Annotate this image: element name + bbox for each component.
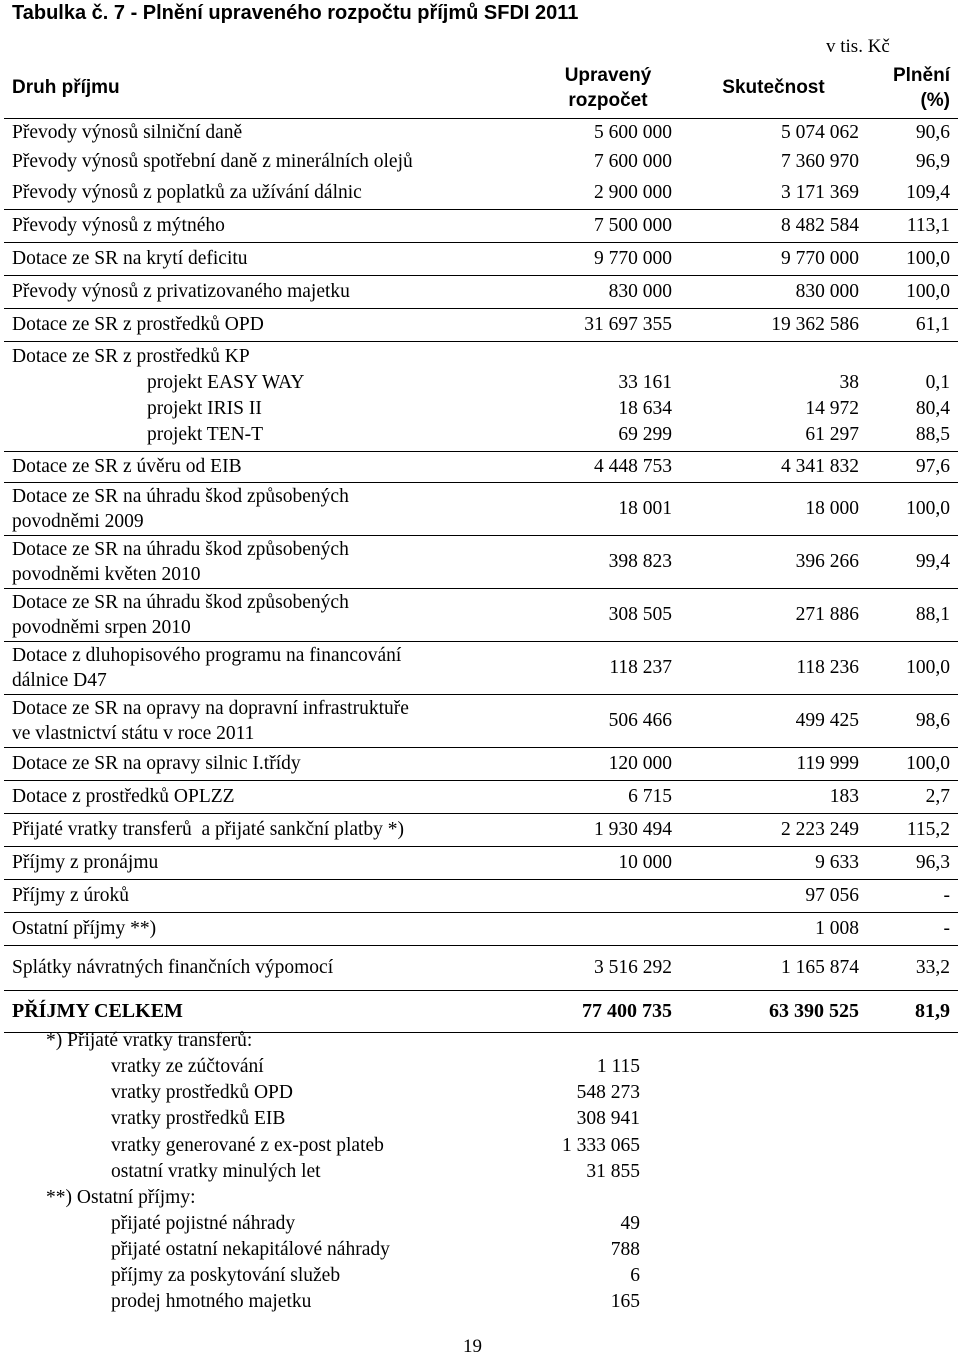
table-row xyxy=(4,209,958,242)
row-pct: - xyxy=(867,912,958,945)
row-name: Příjmy z úroků xyxy=(4,879,536,912)
row-actual: 183 xyxy=(680,780,867,813)
kp-heading: Dotace ze SR z prostředků KP xyxy=(12,345,250,367)
row-name-line1: Dotace ze SR na opravy na dopravní infrastruktuře xyxy=(12,697,409,719)
row-name xyxy=(4,641,536,694)
footnote-item-value: 1 115 xyxy=(596,1056,640,1077)
row-pct: 97,6 xyxy=(867,451,958,482)
header-pct xyxy=(867,58,958,118)
table-row xyxy=(4,945,958,990)
row-pct: 98,6 xyxy=(867,694,958,747)
kp-names xyxy=(4,341,536,451)
row-actual: 499 425 xyxy=(680,694,867,747)
row-pct: 100,0 xyxy=(867,242,958,275)
row-pct: 100,0 xyxy=(867,275,958,308)
table-row xyxy=(4,147,958,177)
row-budget: 6 715 xyxy=(536,780,680,813)
row-budget: 18 001 xyxy=(536,482,680,535)
row-actual: 97 056 xyxy=(680,879,867,912)
total-name: PŘÍJMY CELKEM xyxy=(4,990,536,1032)
row-pct: 90,6 xyxy=(867,118,958,147)
row-budget: 120 000 xyxy=(536,747,680,780)
header-druh: Druh příjmu xyxy=(12,77,120,99)
table-row xyxy=(4,813,958,846)
footnote-item-name: přijaté ostatní nekapitálové náhrady xyxy=(111,1239,390,1260)
footnote-item-value: 49 xyxy=(620,1213,640,1234)
footnote-item-name: vratky prostředků EIB xyxy=(111,1108,286,1129)
footnote-item-value: 1 333 065 xyxy=(562,1135,640,1156)
footnote-item-value: 308 941 xyxy=(576,1108,640,1129)
row-name: Převody výnosů z poplatků za užívání dálnic xyxy=(12,181,362,203)
row-pct: 115,2 xyxy=(867,813,958,846)
unit-label: v tis. Kč xyxy=(826,36,890,57)
row-budget: 830 000 xyxy=(536,275,680,308)
row-budget xyxy=(536,912,680,945)
row-name-line1: Dotace ze SR na úhradu škod způsobených xyxy=(12,485,349,507)
row-name: Převody výnosů silniční daně xyxy=(4,118,536,147)
row-actual: 19 362 586 xyxy=(680,308,867,341)
row-budget: 5 600 000 xyxy=(536,118,680,147)
row-name-line2: dálnice D47 xyxy=(12,669,107,691)
header-budget-line1: Upravený xyxy=(564,64,652,86)
row-actual: 119 999 xyxy=(680,747,867,780)
row-budget: 4 448 753 xyxy=(536,451,680,482)
kp-item-budget: 18 634 xyxy=(618,397,672,419)
kp-item-actual: 61 297 xyxy=(805,423,859,445)
row-pct: 88,1 xyxy=(867,588,958,641)
row-pct: 100,0 xyxy=(867,641,958,694)
row-budget: 31 697 355 xyxy=(536,308,680,341)
row-actual: 5 074 062 xyxy=(680,118,867,147)
table-row xyxy=(4,694,958,747)
kp-item-actual: 14 972 xyxy=(805,397,859,419)
row-budget: 398 823 xyxy=(536,535,680,588)
budget-table xyxy=(4,58,958,1033)
row-name-line1: Dotace ze SR na úhradu škod způsobených xyxy=(12,538,349,560)
row-pct: 113,1 xyxy=(867,209,958,242)
row-name: Dotace ze SR na opravy silnic I.třídy xyxy=(4,747,536,780)
total-budget: 77 400 735 xyxy=(536,990,680,1032)
kp-item-budget: 33 161 xyxy=(618,371,672,393)
footnote-item-name: vratky ze zúčtování xyxy=(111,1056,264,1077)
row-name-line1: Dotace z dluhopisového programu na financování xyxy=(12,644,402,666)
table-row xyxy=(4,275,958,308)
footnote-item-value: 165 xyxy=(610,1291,640,1312)
row-pct: 109,4 xyxy=(906,181,950,203)
table-row xyxy=(4,846,958,879)
footnote-item-name: prodej hmotného majetku xyxy=(111,1291,312,1312)
row-actual: 271 886 xyxy=(680,588,867,641)
row-name: Převody výnosů spotřební daně z minerálních olejů xyxy=(12,151,413,172)
row-name-line2: povodněmi květen 2010 xyxy=(12,563,201,585)
row-pct: 99,4 xyxy=(867,535,958,588)
row-actual: 2 223 249 xyxy=(680,813,867,846)
row-budget: 2 900 000 xyxy=(594,181,672,203)
header-pct-line2: (%) xyxy=(920,89,950,111)
row-budget: 10 000 xyxy=(536,846,680,879)
row-budget: 3 516 292 xyxy=(536,945,680,990)
header-budget-line2: rozpočet xyxy=(568,89,648,111)
table-title: Tabulka č. 7 - Plnění upraveného rozpočtu příjmů SFDI 2011 xyxy=(12,2,579,24)
footnote-item-name: vratky prostředků OPD xyxy=(111,1082,293,1103)
row-name xyxy=(4,535,536,588)
row-pct: 2,7 xyxy=(867,780,958,813)
table-row xyxy=(4,879,958,912)
row-actual: 9 770 000 xyxy=(680,242,867,275)
row-budget: 7 600 000 xyxy=(594,151,672,172)
row-pct: 33,2 xyxy=(867,945,958,990)
row-actual: 1 165 874 xyxy=(680,945,867,990)
kp-item-pct: 88,5 xyxy=(915,423,950,445)
row-name: Přijaté vratky transferů a přijaté sankční platby *) xyxy=(4,813,536,846)
row-actual: 118 236 xyxy=(680,641,867,694)
row-budget: 9 770 000 xyxy=(536,242,680,275)
kp-pcts xyxy=(867,341,958,451)
footnote-2-heading: **) Ostatní příjmy: xyxy=(46,1187,196,1208)
row-pct: 100,0 xyxy=(867,747,958,780)
row-pct: 61,1 xyxy=(867,308,958,341)
row-name xyxy=(4,482,536,535)
row-budget xyxy=(536,879,680,912)
row-name: Dotace ze SR na krytí deficitu xyxy=(4,242,536,275)
footnote-item-name: ostatní vratky minulých let xyxy=(111,1161,321,1182)
kp-item-name: projekt IRIS II xyxy=(147,397,262,419)
footnote-item-value: 6 xyxy=(630,1265,640,1286)
table-row xyxy=(4,780,958,813)
row-name: Splátky návratných finančních výpomocí xyxy=(4,945,536,990)
row-name: Příjmy z pronájmu xyxy=(4,846,536,879)
header-budget xyxy=(536,58,680,118)
table-row xyxy=(4,747,958,780)
table-row xyxy=(4,912,958,945)
table-row xyxy=(4,118,958,147)
row-name xyxy=(4,588,536,641)
row-name-line2: ve vlastnictví státu v roce 2011 xyxy=(12,722,255,744)
row-budget: 1 930 494 xyxy=(536,813,680,846)
table-row xyxy=(4,482,958,535)
row-actual: 18 000 xyxy=(680,482,867,535)
total-actual: 63 390 525 xyxy=(680,990,867,1032)
row-name xyxy=(4,694,536,747)
row-budget: 506 466 xyxy=(536,694,680,747)
row-name-line1: Dotace ze SR na úhradu škod způsobených xyxy=(12,591,349,613)
row-name: Ostatní příjmy **) xyxy=(4,912,536,945)
total-pct: 81,9 xyxy=(867,990,958,1032)
footnote-item-name: přijaté pojistné náhrady xyxy=(111,1213,296,1234)
row-name: Dotace z prostředků OPLZZ xyxy=(4,780,536,813)
table-row xyxy=(4,535,958,588)
row-pct: 96,3 xyxy=(867,846,958,879)
row-actual: 7 360 970 xyxy=(781,151,859,172)
row-name: Dotace ze SR z úvěru od EIB xyxy=(4,451,536,482)
kp-item-actual: 38 xyxy=(839,371,859,393)
table-row xyxy=(4,641,958,694)
row-budget: 118 237 xyxy=(536,641,680,694)
kp-item-pct: 0,1 xyxy=(925,371,950,393)
row-actual: 3 171 369 xyxy=(781,181,859,203)
row-pct: 100,0 xyxy=(867,482,958,535)
header-actual: Skutečnost xyxy=(722,77,825,99)
row-name: Převody výnosů z privatizovaného majetku xyxy=(4,275,536,308)
kp-item-pct: 80,4 xyxy=(915,397,950,419)
row-name: Dotace ze SR z prostředků OPD xyxy=(4,308,536,341)
table-row xyxy=(4,308,958,341)
row-name-line2: povodněmi srpen 2010 xyxy=(12,616,191,638)
row-pct: 96,9 xyxy=(915,151,950,172)
table-row xyxy=(4,242,958,275)
kp-block-row xyxy=(4,341,958,451)
row-actual: 1 008 xyxy=(680,912,867,945)
row-budget: 308 505 xyxy=(536,588,680,641)
page-number: 19 xyxy=(463,1336,482,1357)
row-actual: 396 266 xyxy=(680,535,867,588)
kp-item-budget: 69 299 xyxy=(618,423,672,445)
row-actual: 8 482 584 xyxy=(680,209,867,242)
row-pct: - xyxy=(867,879,958,912)
footnote-1-heading: *) Přijaté vratky transferů: xyxy=(46,1030,253,1051)
row-name: Převody výnosů z mýtného xyxy=(4,209,536,242)
row-actual: 4 341 832 xyxy=(680,451,867,482)
kp-item-name: projekt TEN-T xyxy=(147,423,264,445)
kp-budgets xyxy=(536,341,680,451)
footnote-item-name: příjmy za poskytování služeb xyxy=(111,1265,341,1286)
table-row xyxy=(4,588,958,641)
row-budget: 7 500 000 xyxy=(536,209,680,242)
footnote-item-value: 788 xyxy=(610,1239,640,1260)
header-pct-line1: Plnění xyxy=(892,64,950,86)
table-row xyxy=(4,177,958,209)
kp-item-name: projekt EASY WAY xyxy=(147,371,305,393)
row-actual: 9 633 xyxy=(680,846,867,879)
table-row xyxy=(4,451,958,482)
row-actual: 830 000 xyxy=(680,275,867,308)
footnote-item-value: 548 273 xyxy=(576,1082,640,1103)
row-name-line2: povodněmi 2009 xyxy=(12,510,144,532)
kp-actuals xyxy=(680,341,867,451)
total-row xyxy=(4,990,958,1032)
footnote-item-name: vratky generované z ex-post plateb xyxy=(111,1135,384,1156)
footnote-item-value: 31 855 xyxy=(586,1161,640,1182)
